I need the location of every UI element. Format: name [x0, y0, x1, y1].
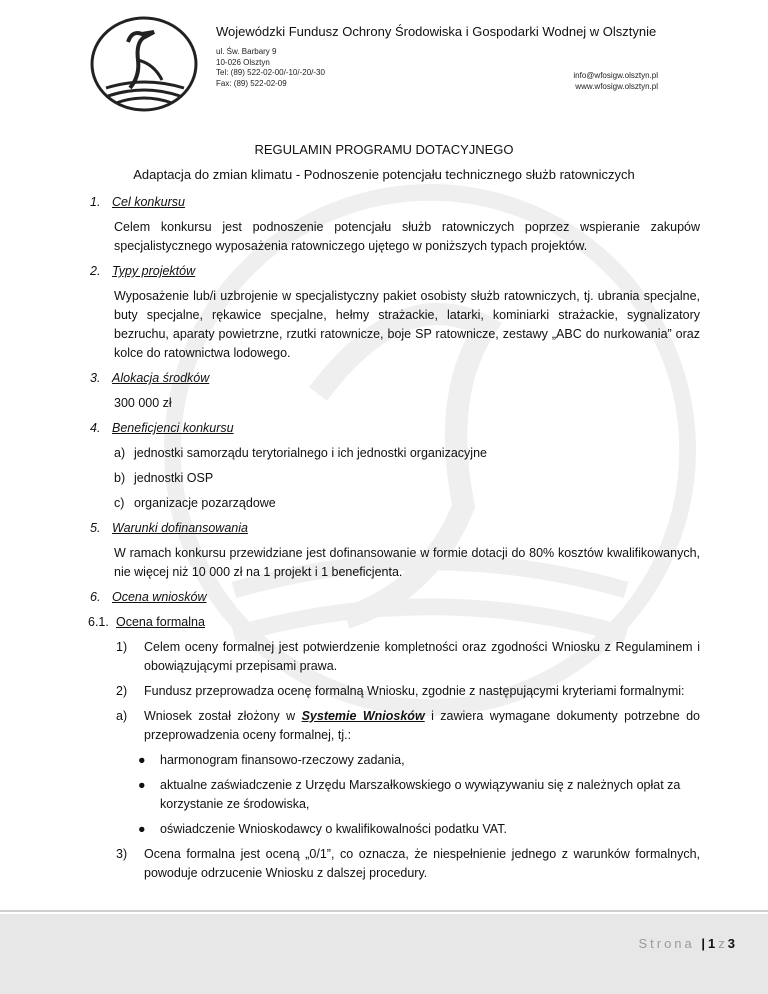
subsection-heading — [88, 613, 700, 632]
system-name: Systemie Wniosków — [301, 709, 425, 723]
bullet-icon: ● — [138, 753, 146, 767]
item-label: a) — [116, 709, 128, 723]
bullet-text: harmonogram finansowo-rzeczowy zadania, — [160, 753, 405, 767]
address-line: 10-026 Olsztyn — [216, 57, 270, 67]
funding-percent: 80% — [529, 546, 555, 560]
section-number: 1. — [90, 195, 101, 209]
subsection-title: Ocena formalna — [116, 615, 205, 629]
current-page: 1 — [708, 936, 719, 951]
section-number: 5. — [90, 521, 101, 535]
text-span: kosztów kwalifikowanych, nie więcej niż — [114, 546, 700, 579]
heron-logo-icon — [88, 14, 200, 114]
text-span: W ramach konkursu przewidziane jest dofinansowanie w formie dotacji do — [114, 546, 530, 560]
list-item — [114, 494, 700, 513]
section-heading — [90, 588, 700, 607]
section-heading — [90, 419, 700, 438]
list-label: a) — [114, 446, 126, 460]
item-label: 3) — [116, 847, 128, 861]
section-heading — [90, 193, 700, 212]
text-span: Wniosek został złożony w — [144, 709, 302, 723]
section-title: Alokacja środków — [112, 371, 210, 385]
list-text: organizacje pozarządowe — [134, 496, 276, 510]
page-of: z — [718, 936, 728, 951]
numbered-item — [116, 638, 700, 676]
address-line: ul. Św. Barbary 9 — [216, 47, 277, 56]
lettered-item — [116, 707, 700, 745]
bullet-icon: ● — [138, 822, 146, 836]
section-title: Warunki dofinansowania — [112, 521, 248, 535]
section-heading — [90, 262, 700, 281]
list-item — [114, 469, 700, 488]
numbered-item — [116, 845, 700, 883]
section-paragraph: Wyposażenie lub/i uzbrojenie w specjalistyczny pakiet osobisty służb ratowniczych, tj. ubrania specjalne, buty specjalne, rękawice specjalne, hełmy strażackie, latarki, kominiarki strażackie, sygnalizatory bezruchu, aparaty powietrzne, rzutki ratownicze, boje SP ratownicze, zestawy „ABC do nurkowania” oraz kolce do ratownictwa lodowego. — [114, 289, 700, 360]
section-number: 4. — [90, 421, 101, 435]
bullet-text: aktualne zaświadczenie z Urzędu Marszałkowskiego o wywiązywaniu się z należnych opłat za korzystanie ze środowiska, — [160, 778, 681, 811]
section-number: 2. — [90, 264, 101, 278]
list-item — [114, 444, 700, 463]
text-span: na 1 projekt i 1 beneficjenta. — [242, 565, 403, 579]
address-block — [216, 47, 325, 89]
section-title: Beneficjenci konkursu — [112, 421, 234, 435]
section-title: Cel konkursu — [112, 195, 185, 209]
item-text — [144, 707, 700, 745]
page-number — [638, 936, 738, 951]
allocation-amount: 300 000 zł — [114, 396, 172, 410]
address-line: Tel: (89) 522-02-00/-10/-20/-30 — [216, 68, 325, 77]
funding-cap: 10 000 zł — [191, 565, 243, 579]
address-line: Fax: (89) 522-02-09 — [216, 78, 287, 88]
item-label: 2) — [116, 684, 128, 698]
page-footer — [0, 914, 768, 994]
bullet-item — [138, 820, 700, 839]
website-link[interactable]: www.wfosigw.olsztyn.pl — [575, 81, 658, 91]
item-text: Ocena formalna jest oceną „0/1”, co oznacza, że niespełnienie jednego z warunków formalnych, powoduje odrzucenie Wniosku z dalszej procedury. — [144, 847, 700, 880]
bullet-item — [138, 751, 700, 770]
section-paragraph — [114, 544, 700, 582]
section-heading — [90, 369, 700, 388]
list-text: jednostki OSP — [134, 471, 214, 485]
document-body — [90, 193, 700, 889]
section-number: 3. — [90, 371, 101, 385]
page-label: Strona — [638, 936, 695, 951]
list-label: c) — [114, 496, 125, 510]
total-pages: 3 — [727, 936, 738, 951]
list-text: jednostki samorządu terytorialnego i ich jednostki organizacyjne — [134, 446, 487, 460]
section-number: 6. — [90, 590, 101, 604]
section-title: Typy projektów — [112, 264, 196, 278]
bullet-text: oświadczenie Wnioskodawcy o kwalifikowalności podatku VAT. — [160, 822, 507, 836]
list-label: b) — [114, 471, 126, 485]
item-label: 1) — [116, 640, 128, 654]
text-span: i zawiera wymagane dokumenty potrzebne do przeprowadzenia oceny formalnej, tj.: — [144, 709, 700, 742]
email-link[interactable]: info@wfosigw.olsztyn.pl — [573, 71, 658, 80]
bullet-item — [138, 776, 700, 814]
item-text: Celem oceny formalnej jest potwierdzenie kompletności oraz zgodności Wniosku z Regulaminem i obowiązującymi przepisami prawa. — [144, 640, 700, 673]
bullet-icon: ● — [138, 778, 146, 792]
org-name: Wojewódzki Fundusz Ochrony Środowiska i Gospodarki Wodnej w Olsztynie — [216, 24, 657, 39]
section-paragraph: Celem konkursu jest podnoszenie potencjału służb ratowniczych poprzez wspieranie zakupów specjalistycznego wyposażenia ratowniczego ujętego w poniższych typach projektów. — [114, 220, 700, 253]
footer-divider — [0, 910, 768, 912]
section-heading — [90, 519, 700, 538]
numbered-item — [116, 682, 700, 701]
subsection-number: 6.1. — [88, 615, 109, 629]
item-text: Fundusz przeprowadza ocenę formalną Wniosku, zgodnie z następującymi kryteriami formalnymi: — [144, 684, 685, 698]
section-title: Ocena wniosków — [112, 590, 207, 604]
contact-block — [573, 71, 658, 92]
page-separator: | — [701, 936, 709, 951]
document-title: REGULAMIN PROGRAMU DOTACYJNEGO — [254, 142, 514, 157]
document-subtitle: Adaptacja do zmian klimatu - Podnoszenie potencjału technicznego służb ratowniczych — [133, 167, 635, 182]
